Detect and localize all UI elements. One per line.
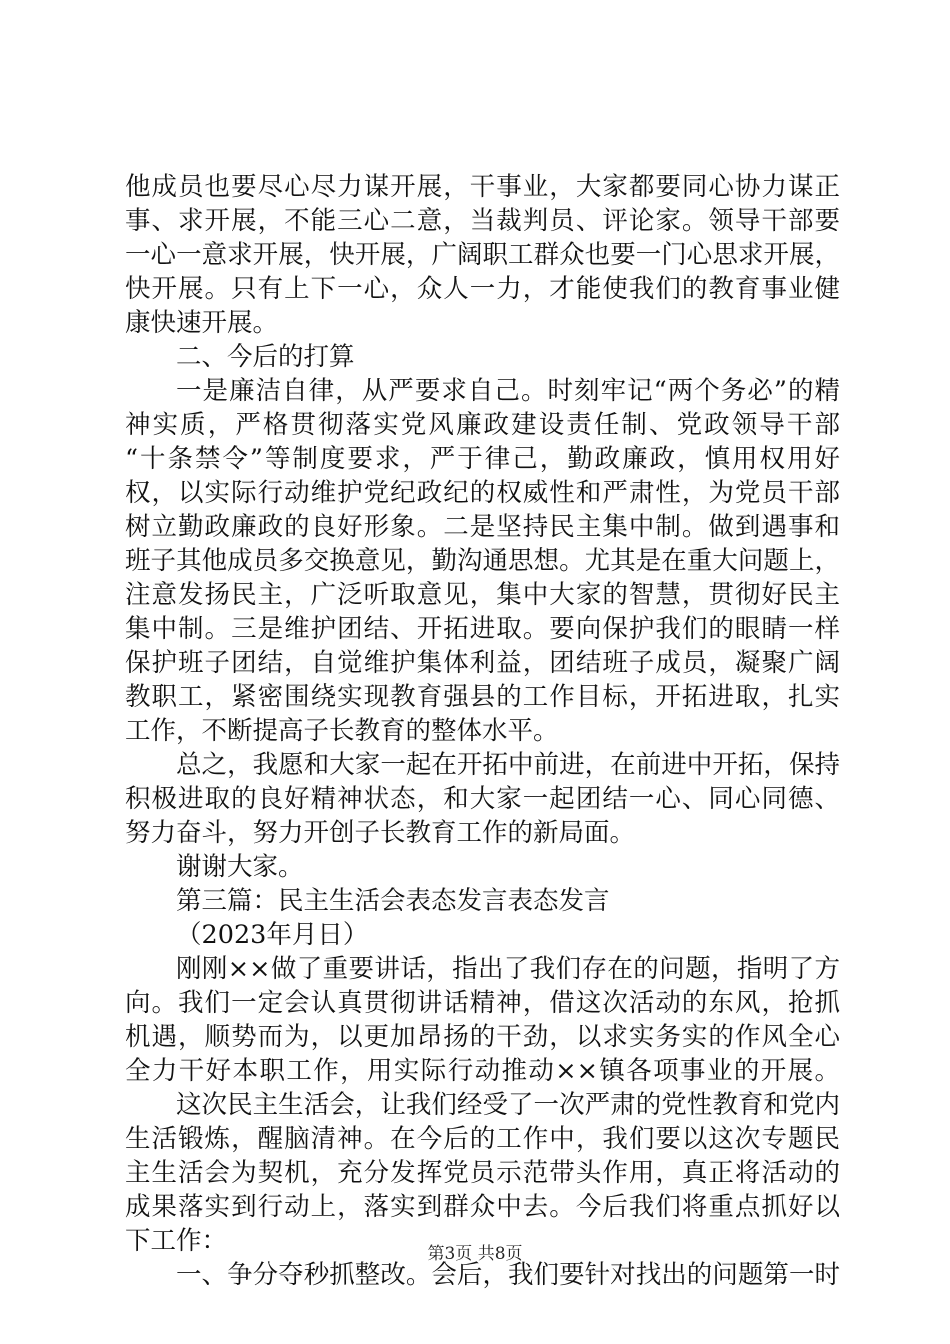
text-line: 集中制。三是维护团结、开拓进取。要向保护我们的眼睛一样: [125, 614, 840, 644]
text-line: 神实质，严格贯彻落实党风廉政建设责任制、党政领导干部: [125, 410, 840, 440]
text-line: 康快速开展。: [125, 308, 279, 338]
text-line: 工作，不断提高子长教育的整体水平。: [125, 716, 559, 746]
text-line: 机遇，顺势而为，以更加昂扬的干劲，以求实务实的作风全心: [125, 1022, 840, 1052]
text-line: （2023年月日）: [176, 920, 369, 950]
text-line: 他成员也要尽心尽力谋开展，干事业，大家都要同心协力谋正: [125, 172, 840, 202]
document-body: [125, 170, 840, 1292]
text-line: 总之，我愿和大家一起在开拓中前进，在前进中开拓，保持: [176, 750, 840, 780]
text-line: 快开展。只有上下一心，众人一力，才能使我们的教育事业健: [125, 274, 840, 304]
text-line: 注意发扬民主，广泛听取意见，集中大家的智慧，贯彻好民主: [125, 580, 840, 610]
text-line: 成果落实到行动上，落实到群众中去。今后我们将重点抓好以: [125, 1192, 840, 1222]
text-line: 第三篇：民主生活会表态发言表态发言: [176, 886, 610, 916]
text-line: 事、求开展，不能三心二意，当裁判员、评论家。领导干部要: [125, 206, 840, 236]
text-line: 一是廉洁自律，从严要求自己。时刻牢记“两个务必”的精: [176, 376, 840, 406]
text-line: 一、争分夺秒抓整改。会后，我们要针对找出的问题第一时: [176, 1260, 840, 1290]
text-line: 谢谢大家。: [176, 852, 304, 882]
text-line: 主生活会为契机，充分发挥党员示范带头作用，真正将活动的: [125, 1158, 840, 1188]
text-line: “十条禁令”等制度要求，严于律己，勤政廉政，慎用权用好: [125, 444, 840, 474]
text-line: 二、今后的打算: [176, 342, 355, 372]
text-line: 一心一意求开展，快开展，广阔职工群众也要一门心思求开展，: [125, 240, 840, 270]
page-footer: 第3页 共8页: [427, 1244, 523, 1264]
text-line: 班子其他成员多交换意见，勤沟通思想。尤其是在重大问题上，: [125, 546, 840, 576]
text-line: 生活锻炼，醒脑清神。在今后的工作中，我们要以这次专题民: [125, 1124, 840, 1154]
text-line: 教职工，紧密围绕实现教育强县的工作目标，开拓进取，扎实: [125, 682, 840, 712]
text-line: 向。我们一定会认真贯彻讲话精神，借这次活动的东风，抢抓: [125, 988, 840, 1018]
text-line: 刚刚××做了重要讲话，指出了我们存在的问题，指明了方: [176, 954, 840, 984]
text-line: 努力奋斗，努力开创子长教育工作的新局面。: [125, 818, 636, 848]
text-line: 保护班子团结，自觉维护集体利益，团结班子成员，凝聚广阔: [125, 648, 840, 678]
text-line: 权，以实际行动维护党纪政纪的权威性和严肃性，为党员干部: [125, 478, 840, 508]
text-line: 下工作：: [125, 1226, 228, 1256]
text-line: 树立勤政廉政的良好形象。二是坚持民主集中制。做到遇事和: [125, 512, 840, 542]
text-line: 这次民主生活会，让我们经受了一次严肃的党性教育和党内: [176, 1090, 840, 1120]
text-line: 积极进取的良好精神状态，和大家一起团结一心、同心同德、: [125, 784, 840, 814]
text-line: 全力干好本职工作，用实际行动推动××镇各项事业的开展。: [125, 1056, 840, 1086]
